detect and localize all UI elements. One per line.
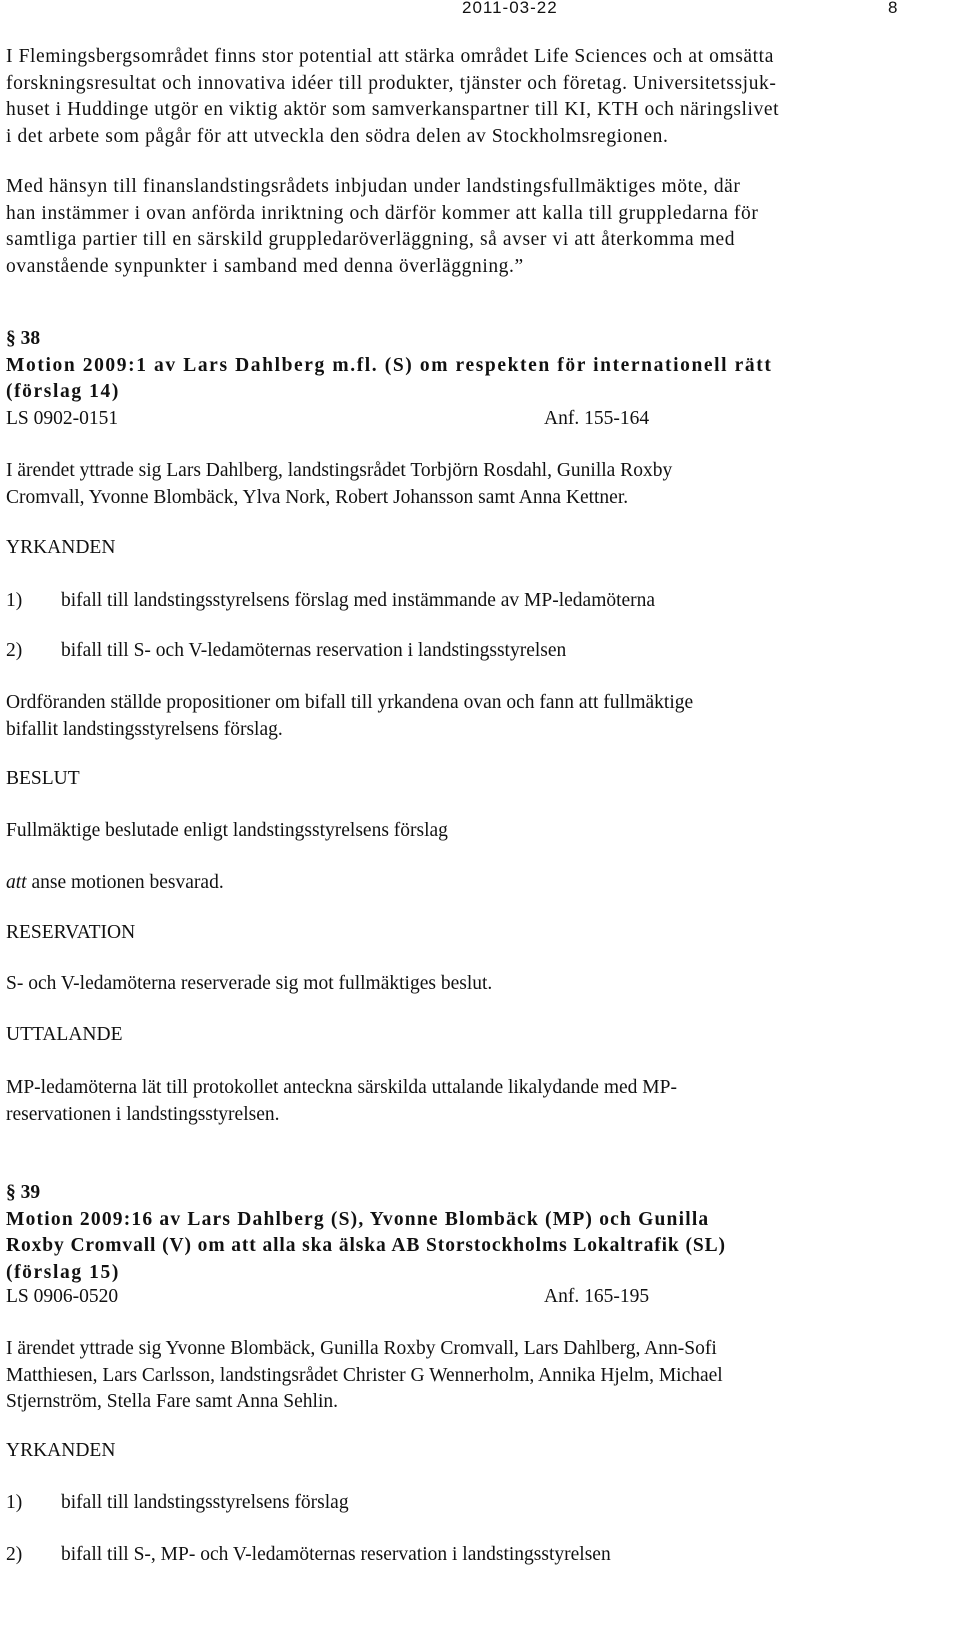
anf-range: Anf. 155-164 xyxy=(544,408,650,429)
ls-number: LS 0902-0151 xyxy=(6,408,119,429)
intro-line: huset i Huddinge utgör en viktig aktör som samverkanspartner till KI, KTH och näringslivet xyxy=(6,99,780,120)
uttalande-line: MP-ledamöterna lät till protokollet anteckna särskilda uttalande likalydande med MP- xyxy=(6,1077,677,1098)
yrkande-number: 2) xyxy=(6,640,23,661)
reservation-heading: RESERVATION xyxy=(6,922,136,943)
yrkande-item xyxy=(6,640,566,662)
section-title-line: (förslag 15) xyxy=(6,1261,120,1283)
section-38-heading xyxy=(6,326,926,406)
quoted-line: samtliga partier till en särskild gruppledaröverläggning, så avser vi att återkomma med xyxy=(6,229,736,250)
yrkande-number: 1) xyxy=(6,590,23,611)
section-title-line: Motion 2009:16 av Lars Dahlberg (S), Yvonne Blombäck (MP) och Gunilla xyxy=(6,1208,710,1230)
speakers-line: I ärendet yttrade sig Yvonne Blombäck, Gunilla Roxby Cromvall, Lars Dahlberg, Ann-Sofi xyxy=(6,1338,717,1359)
section-38-speakers xyxy=(6,458,926,511)
intro-line: i det arbete som pågår för att utveckla den södra delen av Stockholmsregionen. xyxy=(6,125,669,147)
yrkande-text: bifall till landstingsstyrelsens förslag med instämmande av MP-ledamöterna xyxy=(61,590,656,611)
section-number: § 38 xyxy=(6,328,41,349)
intro-paragraph xyxy=(6,44,926,150)
section-title-line: Roxby Cromvall (V) om att alla ska älska AB Storstockholms Lokaltrafik (SL) xyxy=(6,1235,726,1256)
quoted-line: ovanstående synpunkter i samband med denna överläggning.” xyxy=(6,255,524,277)
speakers-line: Matthiesen, Lars Carlsson, landstingsrådet Christer G Wennerholm, Annika Hjelm, Michael xyxy=(6,1364,723,1386)
page-number: 8 xyxy=(888,0,898,17)
yrkanden-heading: YRKANDEN xyxy=(6,1440,116,1461)
header-date: 2011-03-22 xyxy=(462,0,558,17)
speakers-line: I ärendet yttrade sig Lars Dahlberg, landstingsrådet Torbjörn Rosdahl, Gunilla Roxby xyxy=(6,460,673,481)
section-title-line: Motion 2009:1 av Lars Dahlberg m.fl. (S) om respekten för internationell rätt xyxy=(6,354,773,376)
uttalande-paragraph xyxy=(6,1075,926,1128)
yrkande-item xyxy=(6,1544,611,1566)
quoted-line: Med hänsyn till finanslandstingsrådets inbjudan under landstingsfullmäktiges möte, där xyxy=(6,176,741,197)
yrkande-number: 1) xyxy=(6,1492,23,1513)
section-number: § 39 xyxy=(6,1182,41,1203)
speakers-line: Stjernström, Stella Fare samt Anna Sehlin. xyxy=(6,1391,339,1412)
section-39-heading xyxy=(6,1180,926,1286)
ordforande-paragraph xyxy=(6,690,926,743)
intro-line: forskningsresultat och innovativa idéer till produkter, tjänster och företag. Universitetssjuk- xyxy=(6,72,777,94)
yrkande-item xyxy=(6,1492,349,1514)
section-39-speakers xyxy=(6,1336,926,1416)
yrkande-text: bifall till S-, MP- och V-ledamöternas reservation i landstingsstyrelsen xyxy=(61,1544,611,1565)
speakers-line: Cromvall, Yvonne Blombäck, Ylva Nork, Robert Johansson samt Anna Kettner. xyxy=(6,486,629,508)
section-38-reference-row xyxy=(6,408,926,434)
section-title-line: (förslag 14) xyxy=(6,381,120,402)
intro-line: I Flemingsbergsområdet finns stor potential att stärka området Life Sciences och at omsätta xyxy=(6,46,774,67)
yrkande-number: 2) xyxy=(6,1544,23,1565)
quoted-paragraph xyxy=(6,174,926,280)
page-header xyxy=(6,0,926,22)
beslut-heading: BESLUT xyxy=(6,768,80,789)
anf-range: Anf. 165-195 xyxy=(544,1286,650,1307)
ordforande-line: bifallit landstingsstyrelsens förslag. xyxy=(6,718,283,740)
beslut-text: Fullmäktige beslutade enligt landstingsstyrelsens förslag xyxy=(6,820,448,841)
yrkande-item xyxy=(6,590,655,612)
att-word: att xyxy=(6,872,27,893)
section-39-reference-row xyxy=(6,1286,926,1312)
ls-number: LS 0906-0520 xyxy=(6,1286,119,1307)
yrkande-text: bifall till S- och V-ledamöternas reservation i landstingsstyrelsen xyxy=(61,640,567,661)
uttalande-line: reservationen i landstingsstyrelsen. xyxy=(6,1103,280,1125)
quoted-line: han instämmer i ovan anförda inriktning och därför kommer att kalla till gruppledarna för xyxy=(6,202,759,224)
att-text: anse motionen besvarad. xyxy=(26,872,224,893)
yrkanden-heading: YRKANDEN xyxy=(6,537,116,558)
att-line xyxy=(6,872,224,894)
yrkande-text: bifall till landstingsstyrelsens förslag xyxy=(61,1492,349,1513)
reservation-text: S- och V-ledamöterna reserverade sig mot fullmäktiges beslut. xyxy=(6,973,493,994)
ordforande-line: Ordföranden ställde propositioner om bifall till yrkandena ovan och fann att fullmäktige xyxy=(6,692,694,713)
uttalande-heading: UTTALANDE xyxy=(6,1024,123,1045)
